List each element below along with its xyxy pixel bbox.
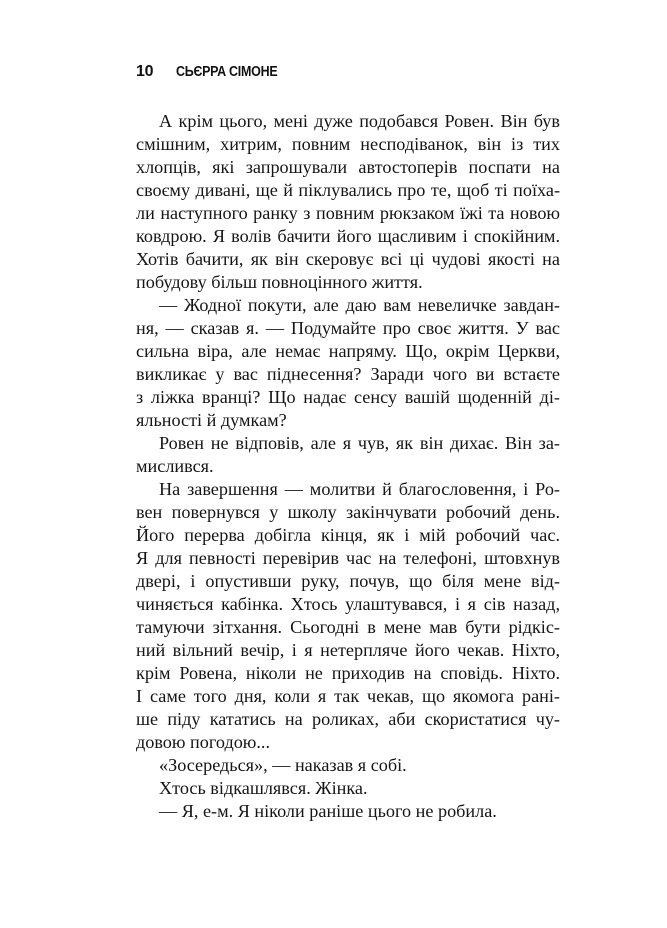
text-line: — Я, е-м. Я ніколи раніше цього не робила. bbox=[159, 801, 497, 821]
text-line: вен повернувся у школу закінчувати робочий день. bbox=[136, 502, 560, 522]
paragraph bbox=[136, 800, 560, 823]
text-line: тамуючи зітхання. Сьогодні в мене мав бути рідкіс- bbox=[136, 617, 560, 637]
text-line: Я для певності перевірив час на телефоні, штовхнув bbox=[136, 548, 560, 568]
text-line: крім Ровена, ніколи не приходив на сповідь. Ніхто. bbox=[136, 663, 560, 683]
page-number: 10 bbox=[136, 63, 154, 80]
text-line: хлопців, які запрошували автостоперів поспати на bbox=[136, 157, 560, 177]
text-line: мислився. bbox=[136, 456, 214, 476]
text-line: чиняється кабінка. Хтось улаштувався, і я сів назад, bbox=[136, 594, 560, 614]
text-line: з ліжка вранці? Що надає сенсу вашій щоденній ді- bbox=[136, 387, 560, 407]
text-line: Хотів бачити, як він скеровує всі ці чудові якості на bbox=[136, 249, 560, 269]
text-line: своєму дивані, ще й піклувались про те, щоб ті поїха- bbox=[136, 180, 560, 200]
text-line: «Зосередься», — наказав я собі. bbox=[159, 755, 407, 775]
author-name: СЬЄРРА СІМОНЕ bbox=[176, 64, 278, 80]
text-line: Ровен не відповів, але я чув, як він дихає. Він за- bbox=[159, 433, 560, 453]
paragraph bbox=[136, 754, 560, 777]
text-line: ня, — сказав я. — Подумайте про своє життя. У вас bbox=[136, 318, 560, 338]
running-head bbox=[136, 63, 294, 81]
text-line: викликає у вас піднесення? Заради чого ви встаєте bbox=[136, 364, 560, 384]
body-text bbox=[136, 110, 560, 823]
text-line: — Жодної покути, але даю вам невеличке завдан- bbox=[159, 295, 560, 315]
text-line: А крім цього, мені дуже подобався Ровен. Він був bbox=[159, 111, 560, 131]
text-line: ли наступного ранку з повним рюкзаком їжі та новою bbox=[136, 203, 560, 223]
paragraph bbox=[136, 478, 560, 754]
text-line: І саме того дня, коли я так чекав, що якомога рані- bbox=[136, 686, 560, 706]
paragraph bbox=[136, 777, 560, 800]
text-line: ше піду кататись на роликах, аби скористатися чу- bbox=[136, 709, 560, 729]
paragraph bbox=[136, 110, 560, 294]
text-line: На завершення — молитви й благословення, і Ро- bbox=[159, 479, 560, 499]
text-line: довою погодою... bbox=[136, 732, 271, 752]
text-line: смішним, хитрим, повним несподіванок, він із тих bbox=[136, 134, 560, 154]
text-line: ковдрою. Я волів бачити його щасливим і спокійним. bbox=[136, 226, 560, 246]
text-line: двері, і опустивши руку, почув, що біля мене від- bbox=[136, 571, 560, 591]
text-line: ний вільний вечір, і я нетерпляче його чекав. Ніхто, bbox=[136, 640, 560, 660]
text-line: яльності й думкам? bbox=[136, 410, 287, 430]
paragraph bbox=[136, 432, 560, 478]
text-line: Його перерва добігла кінця, як і мій робочий час. bbox=[136, 525, 560, 545]
text-line: Хтось відкашлявся. Жінка. bbox=[159, 778, 368, 798]
paragraph bbox=[136, 294, 560, 432]
text-line: сильна віра, але немає напряму. Що, окрім Церкви, bbox=[136, 341, 560, 361]
text-line: побудову більш повноцінного життя. bbox=[136, 272, 423, 292]
